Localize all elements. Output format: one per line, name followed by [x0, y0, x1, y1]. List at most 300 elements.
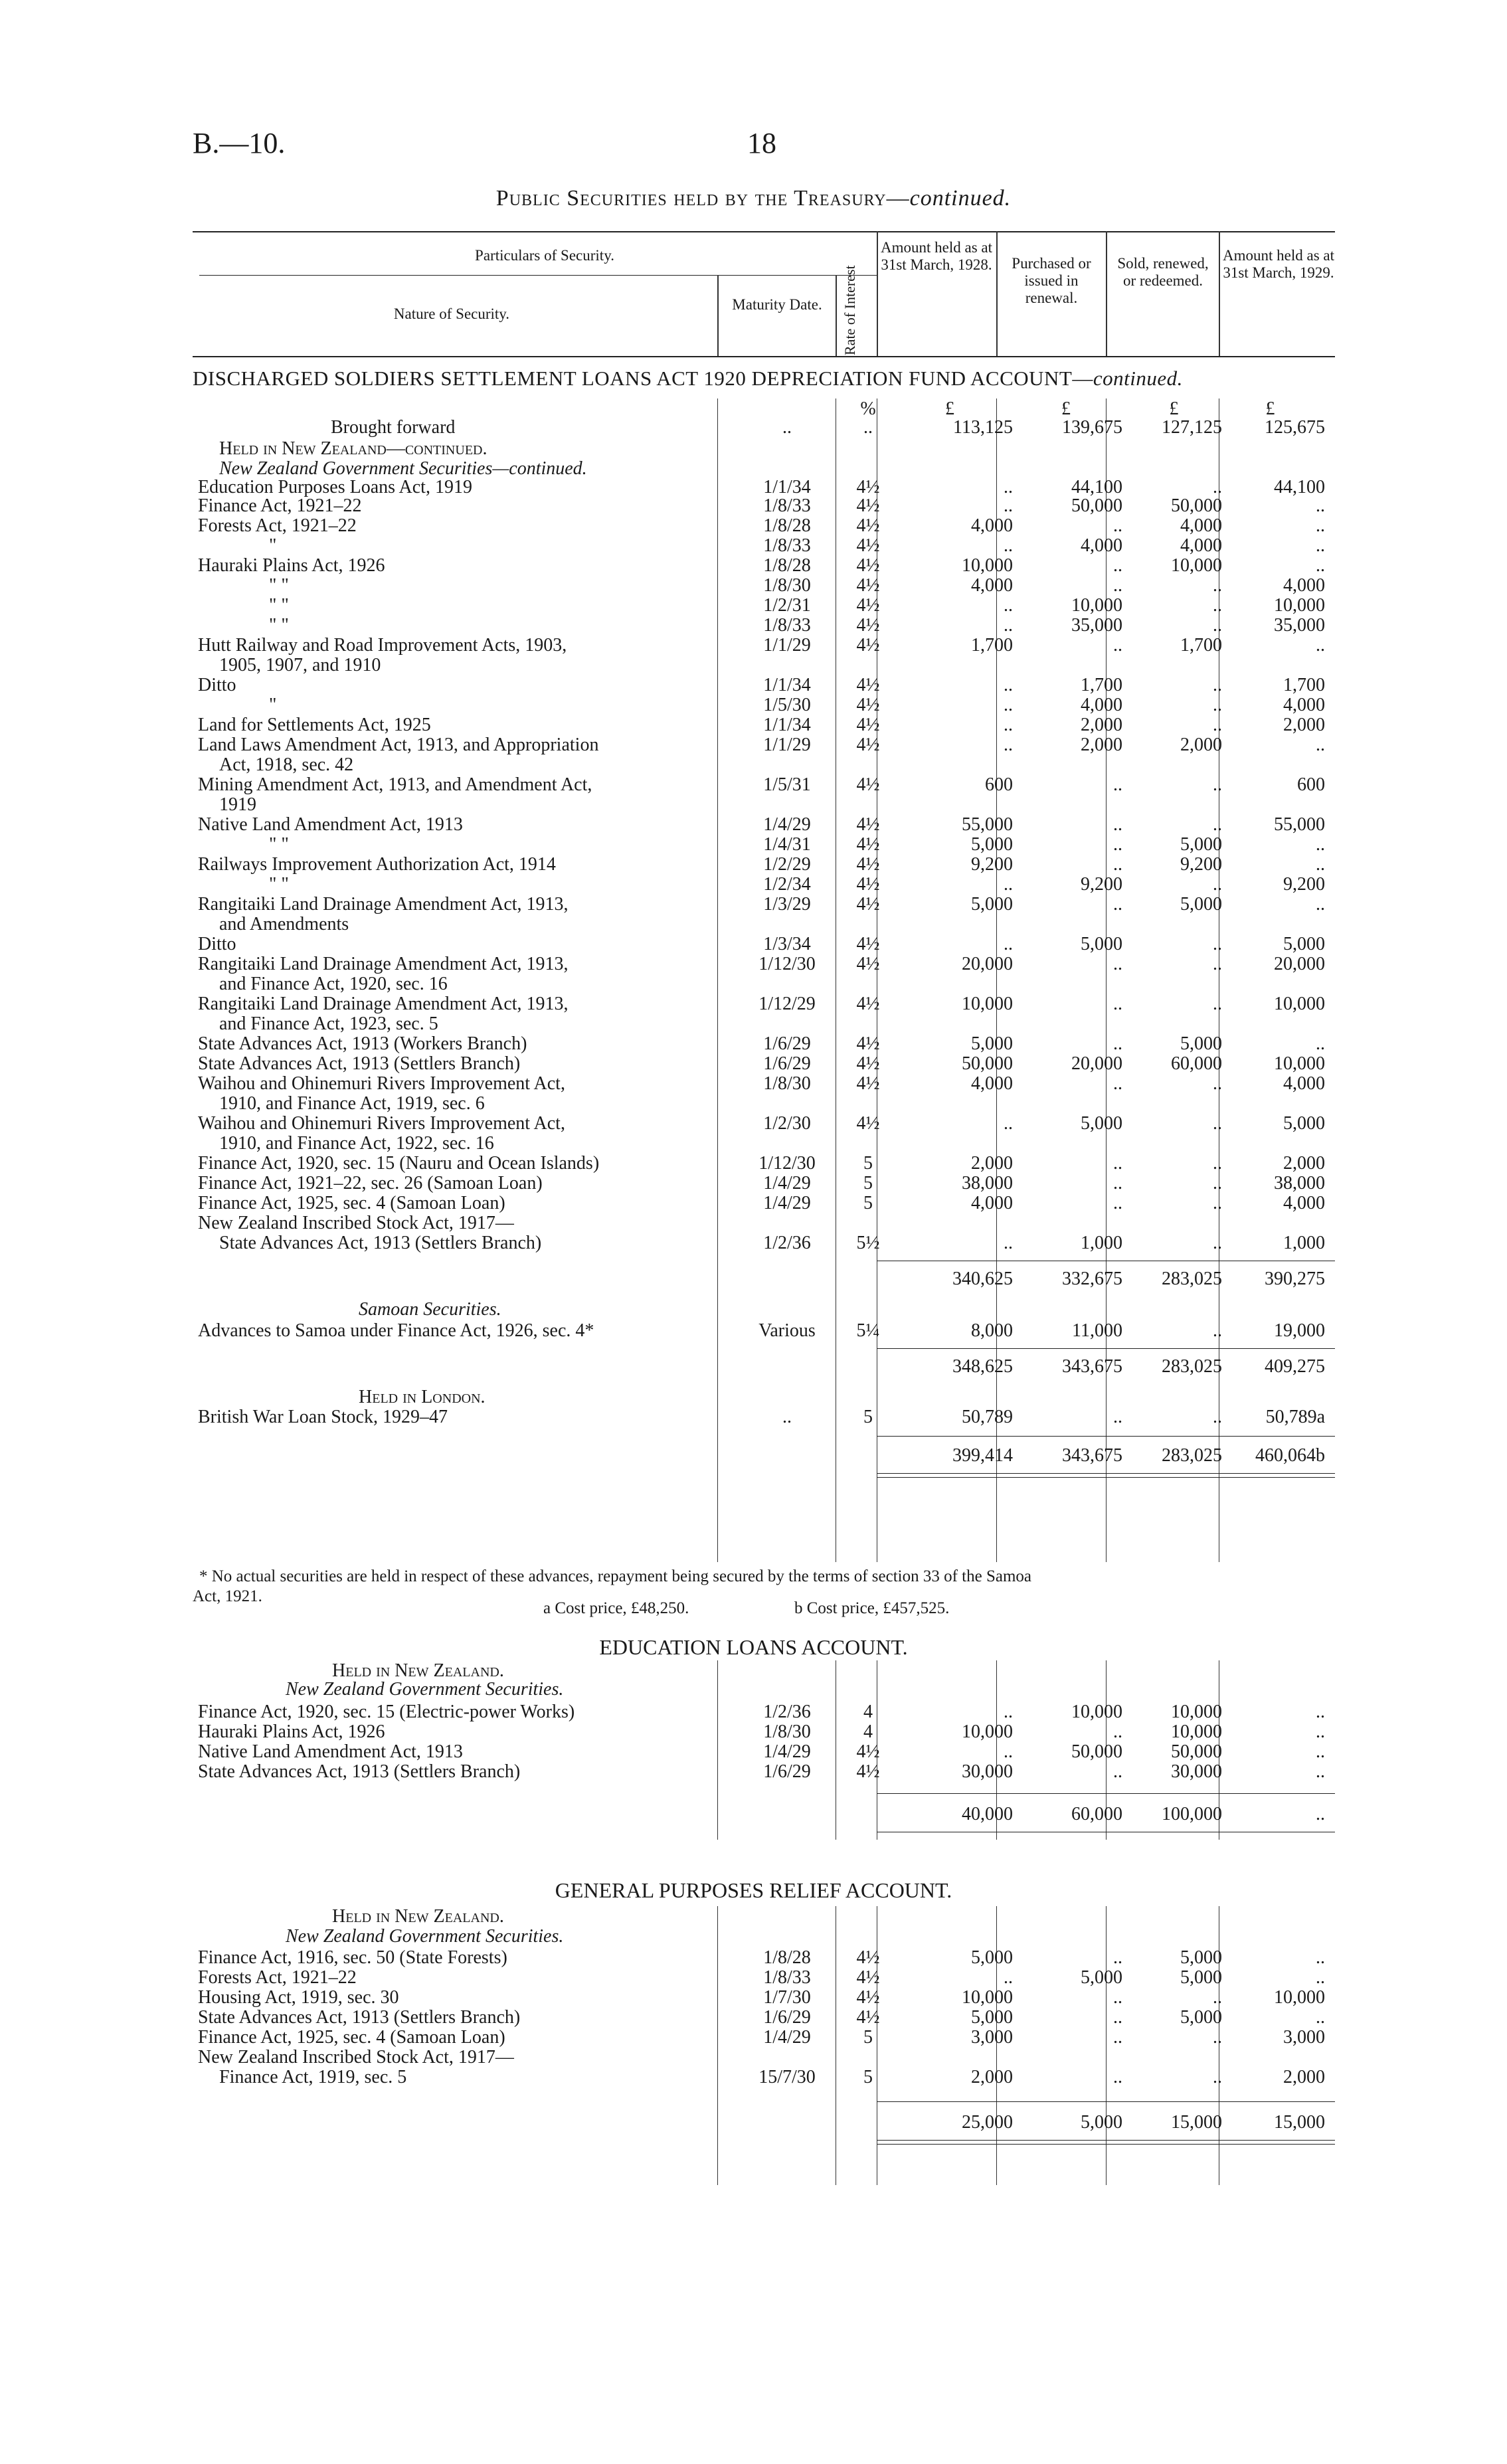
cell-c2: 5,000	[1081, 2112, 1122, 2133]
cell-c2: 343,675	[1062, 1445, 1122, 1466]
cell-rate: 4½	[856, 1947, 880, 1968]
cell-nat: Forests Act, 1921–22	[198, 1967, 357, 1988]
cell-c1: 10,000	[962, 1721, 1013, 1742]
unit-c4: £	[1265, 398, 1275, 419]
cell-mat: 1/8/30	[763, 1721, 811, 1742]
cell-c3: 10,000	[1171, 1721, 1222, 1742]
cell-nat: Finance Act, 1925, sec. 4 (Samoan Loan)	[198, 1193, 505, 1213]
cell-rate: 4½	[856, 954, 880, 974]
cell-c1: 10,000	[962, 555, 1013, 576]
cell-c3: 60,000	[1171, 1053, 1222, 1074]
cell-c2: ..	[1113, 2067, 1122, 2087]
cell-nat-cont: and Finance Act, 1920, sec. 16	[219, 974, 448, 994]
cell-nat: Housing Act, 1919, sec. 30	[198, 1987, 399, 2008]
held-in-nz-heading-text: Held in New Zealand—continued.	[219, 438, 488, 459]
cell-rate: 4½	[856, 1741, 880, 1762]
cell-c3: ..	[1213, 575, 1222, 596]
cell-mat: ..	[782, 1407, 792, 1427]
cell-mat: 1/12/29	[758, 994, 816, 1014]
page-number: 18	[747, 127, 776, 159]
cell-rate: 4½	[856, 1987, 880, 2008]
cell-c1: 348,625	[952, 1356, 1013, 1377]
cell-c3: 283,025	[1162, 1269, 1222, 1289]
cell-c2: 9,200	[1081, 874, 1122, 895]
held-in-nz-heading-text: Held in New Zealand.	[332, 1906, 504, 1927]
title-suffix: continued.	[909, 186, 1012, 211]
cell-mat: 15/7/30	[758, 2067, 816, 2087]
cell-c2: 10,000	[1071, 595, 1122, 616]
cell-nat: "	[269, 695, 277, 715]
cell-nat: " "	[269, 834, 289, 855]
cell-nat: Hauraki Plains Act, 1926	[198, 1721, 385, 1742]
cell-mat: 1/8/33	[763, 615, 811, 636]
cell-mat: 1/8/33	[763, 1967, 811, 1988]
cell-c1: 5,000	[971, 2007, 1013, 2028]
cell-nat: Finance Act, 1925, sec. 4 (Samoan Loan)	[198, 2027, 505, 2048]
cell-c1: 4,000	[971, 1073, 1013, 1094]
cell-c4: 15,000	[1274, 2112, 1325, 2133]
cell-c4: ..	[1316, 735, 1325, 755]
cell-c1: ..	[1004, 1702, 1013, 1722]
cell-mat: 1/2/36	[763, 1233, 811, 1253]
footnote-a: a Cost price, £48,250.	[543, 1599, 689, 1617]
cell-c4: 35,000	[1274, 615, 1325, 636]
cell-mat: 1/12/30	[758, 1153, 816, 1174]
cell-mat: 1/6/29	[763, 1761, 811, 1782]
cell-c4: 600	[1297, 774, 1325, 795]
cell-c2: 10,000	[1071, 1702, 1122, 1722]
cell-c4: ..	[1316, 1702, 1325, 1722]
nature-heading: Nature of Security.	[393, 306, 510, 322]
cell-c3: 5,000	[1180, 894, 1222, 915]
cell-c1: 5,000	[971, 1947, 1013, 1968]
nzgs-heading-text: New Zealand Government Securities.	[286, 1679, 564, 1700]
cell-nat: Land Laws Amendment Act, 1913, and Appropriation	[198, 735, 599, 755]
cell-c1: 4,000	[971, 575, 1013, 596]
cell-c1: 5,000	[971, 894, 1013, 915]
cell-rate: 4	[863, 1702, 873, 1722]
cell-c1: ..	[1004, 874, 1013, 895]
cell-mat: 1/3/29	[763, 894, 811, 915]
cell-c4: 460,064b	[1255, 1445, 1325, 1466]
cell-c3: 5,000	[1180, 2007, 1222, 2028]
cell-mat: 1/5/30	[763, 695, 811, 715]
cell-nat-cont: Act, 1918, sec. 42	[219, 754, 354, 775]
cell-label: Brought forward	[331, 417, 456, 438]
cell-c4: ..	[1316, 535, 1325, 556]
cell-rate: 5¼	[856, 1320, 880, 1341]
cell-c2: ..	[1113, 1721, 1122, 1742]
cell-nat: Education Purposes Loans Act, 1919	[198, 477, 472, 497]
cell-c4: ..	[1316, 1967, 1325, 1988]
cell-c2: ..	[1113, 555, 1122, 576]
cell-c3: 127,125	[1162, 417, 1222, 438]
cell-nat: New Zealand Inscribed Stock Act, 1917—	[198, 1213, 514, 1233]
cell-nat-cont: 1910, and Finance Act, 1922, sec. 16	[219, 1133, 494, 1154]
cell-c3: ..	[1213, 1233, 1222, 1253]
cell-mat: 1/6/29	[763, 1053, 811, 1074]
cell-rate: 4½	[856, 555, 880, 576]
cell-c1: ..	[1004, 1967, 1013, 1988]
cell-mat: 1/8/33	[763, 535, 811, 556]
cell-c1: 2,000	[971, 1153, 1013, 1174]
cell-mat: 1/2/29	[763, 854, 811, 875]
cell-c4: 4,000	[1283, 1073, 1325, 1094]
cell-nat: Finance Act, 1920, sec. 15 (Electric-power Works)	[198, 1702, 575, 1722]
cell-c1: ..	[1004, 595, 1013, 616]
cell-c2: ..	[1113, 994, 1122, 1014]
cell-c1: ..	[1004, 715, 1013, 735]
col-divider	[1219, 231, 1220, 356]
cell-mat: 1/8/30	[763, 575, 811, 596]
cell-nat-cont: 1919	[219, 794, 256, 815]
cell-nat: Ditto	[198, 934, 236, 954]
cell-c2: 60,000	[1071, 1804, 1122, 1824]
footnote-b: b Cost price, £457,525.	[794, 1599, 950, 1617]
cell-c3: 10,000	[1171, 555, 1222, 576]
cell-c1: ..	[1004, 1233, 1013, 1253]
cell-c4: ..	[1316, 1947, 1325, 1968]
cell-c3: 50,000	[1171, 495, 1222, 516]
cell-nat: State Advances Act, 1913 (Settlers Branch)	[219, 1233, 542, 1253]
cell-rate: 5	[863, 1407, 873, 1427]
cell-mat: 1/4/31	[763, 834, 811, 855]
col-divider	[1106, 231, 1107, 356]
cell-mat: 1/8/28	[763, 555, 811, 576]
cell-c4: 10,000	[1274, 1053, 1325, 1074]
cell-c4: 2,000	[1283, 715, 1325, 735]
cell-mat: Various	[758, 1320, 816, 1341]
footnote-star: * No actual securities are held in respect of these advances, repayment being secured by the terms of section 33 of the Samoa	[199, 1567, 1032, 1585]
cell-c3: 9,200	[1180, 854, 1222, 875]
cell-c2: ..	[1113, 1153, 1122, 1174]
cell-c3: ..	[1213, 934, 1222, 954]
cell-c4: 3,000	[1283, 2027, 1325, 2048]
cell-rate: 4½	[856, 994, 880, 1014]
cell-c2: 5,000	[1081, 1967, 1122, 1988]
cell-rate: 4½	[856, 735, 880, 755]
cell-c4: 409,275	[1265, 1356, 1325, 1377]
cell-c2: 4,000	[1081, 535, 1122, 556]
cell-c1: 20,000	[962, 954, 1013, 974]
cell-rate: 4½	[856, 814, 880, 835]
cell-rate: 4½	[856, 1053, 880, 1074]
cell-c4: 1,000	[1283, 1233, 1325, 1253]
cell-c3: 283,025	[1162, 1356, 1222, 1377]
total-rule	[877, 1477, 1335, 1478]
cell-nat: Hutt Railway and Road Improvement Acts, 1903,	[198, 635, 567, 656]
cell-mat: 1/1/29	[763, 735, 811, 755]
cell-c2: ..	[1113, 814, 1122, 835]
cell-c1: 8,000	[971, 1320, 1013, 1341]
cell-c3: ..	[1213, 1407, 1222, 1427]
cell-c4: 390,275	[1265, 1269, 1325, 1289]
cell-mat: 1/2/36	[763, 1702, 811, 1722]
cell-rate: 5	[863, 1153, 873, 1174]
cell-rate: 4½	[856, 934, 880, 954]
cell-c4: 5,000	[1283, 934, 1325, 954]
cell-rate: 4½	[856, 1113, 880, 1134]
cell-c1: 5,000	[971, 834, 1013, 855]
cell-c1: 25,000	[962, 2112, 1013, 2133]
cell-c2: 2,000	[1081, 735, 1122, 755]
cell-nat: " "	[269, 874, 289, 895]
cell-c4: 9,200	[1283, 874, 1325, 895]
cell-nat: " "	[269, 615, 289, 636]
cell-rate: 4½	[856, 1073, 880, 1094]
cell-c3: ..	[1213, 814, 1222, 835]
cell-c4: 4,000	[1283, 695, 1325, 715]
cell-c3: ..	[1213, 477, 1222, 497]
cell-c4: ..	[1316, 515, 1325, 536]
cell-c1: 55,000	[962, 814, 1013, 835]
cell-c1: 4,000	[971, 1193, 1013, 1213]
cell-rate: 4½	[856, 635, 880, 656]
cell-c2: ..	[1113, 1033, 1122, 1054]
samoan-securities-heading-text: Samoan Securities.	[359, 1299, 501, 1320]
cell-c3: ..	[1213, 2027, 1222, 2048]
total-rule	[877, 1348, 1335, 1349]
cell-c1: ..	[1004, 695, 1013, 715]
cell-nat: Finance Act, 1921–22	[198, 495, 362, 516]
cell-c4: ..	[1316, 1721, 1325, 1742]
cell-rate: 5½	[856, 1233, 880, 1253]
cell-c3: ..	[1213, 954, 1222, 974]
cell-nat: Rangitaiki Land Drainage Amendment Act, 1913,	[198, 994, 569, 1014]
cell-nat: Mining Amendment Act, 1913, and Amendment Act,	[198, 774, 592, 795]
cell-c1: 50,789	[962, 1407, 1013, 1427]
unit-c1: £	[945, 398, 954, 419]
total-rule	[877, 1436, 1335, 1437]
cell-nat: Native Land Amendment Act, 1913	[198, 1741, 463, 1762]
cell-c3: 10,000	[1171, 1702, 1222, 1722]
cell-mat: 1/8/28	[763, 515, 811, 536]
cell-c1: 113,125	[953, 417, 1013, 438]
cell-c1: ..	[1004, 675, 1013, 695]
cell-c1: 38,000	[962, 1173, 1013, 1193]
cell-c4: 4,000	[1283, 1193, 1325, 1213]
cell-c3: 5,000	[1180, 834, 1222, 855]
cell-nat: Finance Act, 1919, sec. 5	[219, 2067, 407, 2087]
cell-mat: 1/1/34	[763, 675, 811, 695]
cell-c2: ..	[1113, 2007, 1122, 2028]
col-divider	[717, 275, 719, 356]
cell-c2: ..	[1113, 954, 1122, 974]
cell-nat: " "	[269, 595, 289, 616]
cell-mat: 1/1/34	[763, 477, 811, 497]
col-divider	[996, 231, 998, 356]
cell-c2: 50,000	[1071, 1741, 1122, 1762]
cell-mat: 1/8/30	[763, 1073, 811, 1094]
cell-c4: 44,100	[1274, 477, 1325, 497]
cell-c3: 5,000	[1180, 1947, 1222, 1968]
cell-rate: 4½	[856, 1033, 880, 1054]
cell-nat-cont: 1910, and Finance Act, 1919, sec. 6	[219, 1093, 485, 1114]
cell-nat: State Advances Act, 1913 (Workers Branch)	[198, 1033, 527, 1054]
cell-mat: 1/4/29	[763, 814, 811, 835]
cell-rate: 4½	[856, 2007, 880, 2028]
total-rule	[877, 2144, 1335, 2145]
cell-c1: 600	[985, 774, 1013, 795]
cell-c2: 20,000	[1071, 1053, 1122, 1074]
cell-nat: Finance Act, 1920, sec. 15 (Nauru and Ocean Islands)	[198, 1153, 600, 1174]
cell-c1: 50,000	[962, 1053, 1013, 1074]
cell-c2: 139,675	[1062, 417, 1122, 438]
cell-mat: 1/6/29	[763, 2007, 811, 2028]
cell-c3: 5,000	[1180, 1967, 1222, 1988]
cell-rate: 4½	[856, 595, 880, 616]
nzgs-heading-text: New Zealand Government Securities—continued.	[219, 458, 587, 479]
page-title	[0, 186, 1507, 211]
cell-c1: ..	[1004, 477, 1013, 497]
footnote-star-cont: Act, 1921.	[193, 1587, 262, 1605]
cell-mat: 1/8/28	[763, 1947, 811, 1968]
cell-c2: ..	[1113, 2027, 1122, 2048]
cell-c3: 50,000	[1171, 1741, 1222, 1762]
cell-c2: ..	[1113, 1193, 1122, 1213]
cell-c2: 5,000	[1081, 1113, 1122, 1134]
cell-nat-cont: and Finance Act, 1923, sec. 5	[219, 1013, 438, 1034]
cell-rate: ..	[863, 417, 873, 438]
cell-c2: ..	[1113, 774, 1122, 795]
cell-c3: ..	[1213, 994, 1222, 1014]
nzgs-heading-text: New Zealand Government Securities.	[286, 1926, 564, 1947]
cell-rate: 4½	[856, 477, 880, 497]
particulars-heading: Particulars of Security.	[475, 247, 614, 264]
cell-c1: 9,200	[971, 854, 1013, 875]
maturity-heading: Maturity Date.	[732, 296, 822, 313]
cell-nat: Rangitaiki Land Drainage Amendment Act, 1913,	[198, 954, 569, 974]
cell-nat: Finance Act, 1916, sec. 50 (State Forests)	[198, 1947, 507, 1968]
cell-mat: 1/6/29	[763, 1033, 811, 1054]
cell-c2: 343,675	[1062, 1356, 1122, 1377]
cell-rate: 4½	[856, 675, 880, 695]
cell-c3: 100,000	[1162, 1804, 1222, 1824]
cell-c1: 10,000	[962, 994, 1013, 1014]
cell-mat: 1/7/30	[763, 1987, 811, 2008]
cell-mat: 1/4/29	[763, 1173, 811, 1193]
cell-c2: ..	[1113, 834, 1122, 855]
section-title: EDUCATION LOANS ACCOUNT.	[599, 1635, 908, 1659]
cell-c1: 2,000	[971, 2067, 1013, 2087]
total-rule	[877, 1793, 1335, 1794]
cell-c4: ..	[1316, 1761, 1325, 1782]
cell-c3: ..	[1213, 1320, 1222, 1341]
cell-nat: Railways Improvement Authorization Act, 1914	[198, 854, 556, 875]
cell-c2: ..	[1113, 1173, 1122, 1193]
cell-c1: ..	[1004, 615, 1013, 636]
cell-c2: 4,000	[1081, 695, 1122, 715]
cell-c3: ..	[1213, 874, 1222, 895]
cell-rate: 4½	[856, 774, 880, 795]
cell-nat: Forests Act, 1921–22	[198, 515, 357, 536]
cell-c1: ..	[1004, 495, 1013, 516]
cell-c4: ..	[1316, 894, 1325, 915]
cell-c3: 2,000	[1180, 735, 1222, 755]
cell-mat: 1/5/31	[763, 774, 811, 795]
cell-rate: 4½	[856, 535, 880, 556]
cell-rate: 4½	[856, 715, 880, 735]
cell-mat: 1/3/34	[763, 934, 811, 954]
cell-c2: 44,100	[1071, 477, 1122, 497]
cell-mat: 1/4/29	[763, 1741, 811, 1762]
cell-c4: ..	[1316, 1033, 1325, 1054]
cell-c4: 10,000	[1274, 1987, 1325, 2008]
cell-c4: 19,000	[1274, 1320, 1325, 1341]
cell-rate: 5	[863, 2027, 873, 2048]
cell-c1: 40,000	[962, 1804, 1013, 1824]
unit-c3: £	[1169, 398, 1179, 419]
cell-nat: "	[269, 535, 277, 556]
cell-c3: ..	[1213, 675, 1222, 695]
cell-c4: ..	[1316, 1741, 1325, 1762]
amount-1928-heading: Amount held as at 31st March, 1928.	[881, 239, 992, 273]
cell-c1: ..	[1004, 1741, 1013, 1762]
sold-heading: Sold, renewed, or redeemed.	[1117, 255, 1209, 289]
cell-rate: 4½	[856, 615, 880, 636]
cell-c2: ..	[1113, 894, 1122, 915]
cell-rate: 4½	[856, 695, 880, 715]
cell-c4: 125,675	[1265, 417, 1325, 438]
cell-c1: ..	[1004, 535, 1013, 556]
total-rule	[877, 2101, 1335, 2102]
cell-mat: 1/4/29	[763, 1193, 811, 1213]
cell-c2: ..	[1113, 635, 1122, 656]
cell-c2: ..	[1113, 1761, 1122, 1782]
cell-c2: ..	[1113, 1073, 1122, 1094]
cell-nat: Advances to Samoa under Finance Act, 1926, sec. 4*	[198, 1320, 594, 1341]
cell-c2: 11,000	[1072, 1320, 1122, 1341]
cell-c4: ..	[1316, 495, 1325, 516]
particulars-rule	[199, 275, 877, 276]
cell-mat: 1/4/29	[763, 2027, 811, 2048]
cell-c4: ..	[1316, 834, 1325, 855]
held-in-nz-heading-text: Held in New Zealand.	[332, 1660, 504, 1681]
cell-c4: 10,000	[1274, 994, 1325, 1014]
cell-c3: 30,000	[1171, 1761, 1222, 1782]
cell-c1: 30,000	[962, 1761, 1013, 1782]
cell-c4: 2,000	[1283, 1153, 1325, 1174]
purchased-heading: Purchased or issued in renewal.	[1012, 255, 1091, 306]
cell-nat-cont: and Amendments	[219, 914, 349, 934]
cell-c2: ..	[1113, 1987, 1122, 2008]
cell-c3: 283,025	[1162, 1445, 1222, 1466]
cell-c2: 1,000	[1081, 1233, 1122, 1253]
cell-c4: 5,000	[1283, 1113, 1325, 1134]
cell-rate: 4½	[856, 515, 880, 536]
cell-c4: 2,000	[1283, 2067, 1325, 2087]
cell-c2: 2,000	[1081, 715, 1122, 735]
cell-mat: 1/12/30	[758, 954, 816, 974]
cell-nat: " "	[269, 575, 289, 596]
cell-c1: ..	[1004, 735, 1013, 755]
cell-nat: Waihou and Ohinemuri Rivers Improvement Act,	[198, 1113, 565, 1134]
cell-c3: 5,000	[1180, 1033, 1222, 1054]
cell-nat: Native Land Amendment Act, 1913	[198, 814, 463, 835]
cell-c3: 1,700	[1180, 635, 1222, 656]
cell-c2: 1,700	[1081, 675, 1122, 695]
cell-c3: ..	[1213, 1073, 1222, 1094]
cell-nat: Rangitaiki Land Drainage Amendment Act, 1913,	[198, 894, 569, 915]
cell-nat: Ditto	[198, 675, 236, 695]
title-main: Public Securities held by the Treasury—	[495, 186, 910, 211]
cell-mat: 1/1/34	[763, 715, 811, 735]
cell-c4: ..	[1316, 1804, 1325, 1824]
cell-c3: ..	[1213, 1173, 1222, 1193]
cell-nat: Hauraki Plains Act, 1926	[198, 555, 385, 576]
cell-mat: 1/2/34	[763, 874, 811, 895]
cell-rate: 4	[863, 1721, 873, 1742]
